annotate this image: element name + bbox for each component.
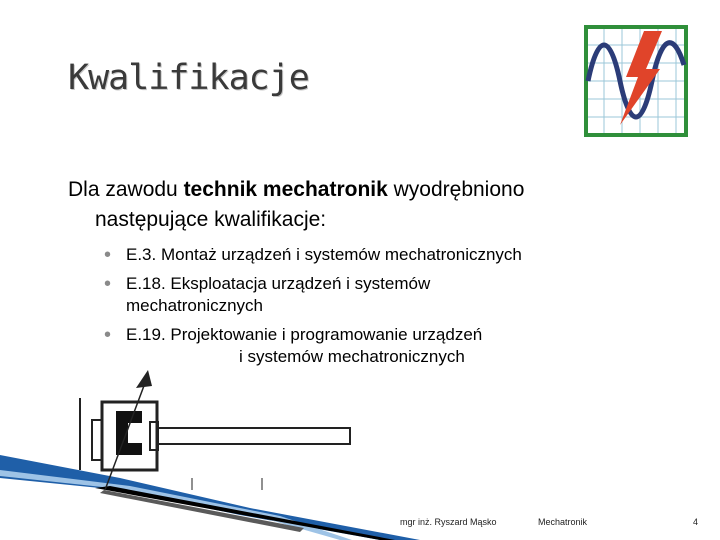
bullet-icon: • (104, 244, 112, 266)
list-item (104, 273, 704, 317)
footer-subject: Mechatronik (538, 517, 588, 527)
qualification-e3: E.3. Montaż urządzeń i systemów mechatronicznych (126, 245, 522, 264)
intro-suffix: wyodrębniono (387, 178, 525, 201)
list-item (104, 324, 704, 368)
decorative-artwork (0, 368, 720, 540)
qualification-e19: E.19. Projektowanie i programowanie urządzeń (126, 325, 483, 344)
intro-line2: następujące kwalifikacje: (95, 208, 327, 231)
qualification-e18-cont: mechatronicznych (126, 296, 264, 315)
footer-page-number: 4 (693, 517, 699, 527)
list-item (104, 244, 704, 266)
accent-stripe-grey (100, 490, 304, 532)
footer-author: mgr inż. Ryszard Mąsko (400, 517, 497, 527)
qualification-e19-cont: i systemów mechatronicznych (239, 347, 465, 366)
qualification-e18: E.18. Eksploatacja urządzeń i systemów (126, 274, 431, 293)
intro-prefix: Dla zawodu (68, 178, 184, 201)
bullet-icon: • (104, 324, 112, 346)
accent-stripe-dark (95, 486, 395, 540)
bullet-icon: • (104, 273, 112, 295)
intro-profession: technik mechatronik (183, 178, 388, 201)
intro-paragraph (68, 175, 688, 235)
sine-wave-lightning-icon (584, 25, 688, 137)
qualification-list (104, 244, 704, 375)
slide-title: Kwalifikacje (68, 58, 309, 98)
